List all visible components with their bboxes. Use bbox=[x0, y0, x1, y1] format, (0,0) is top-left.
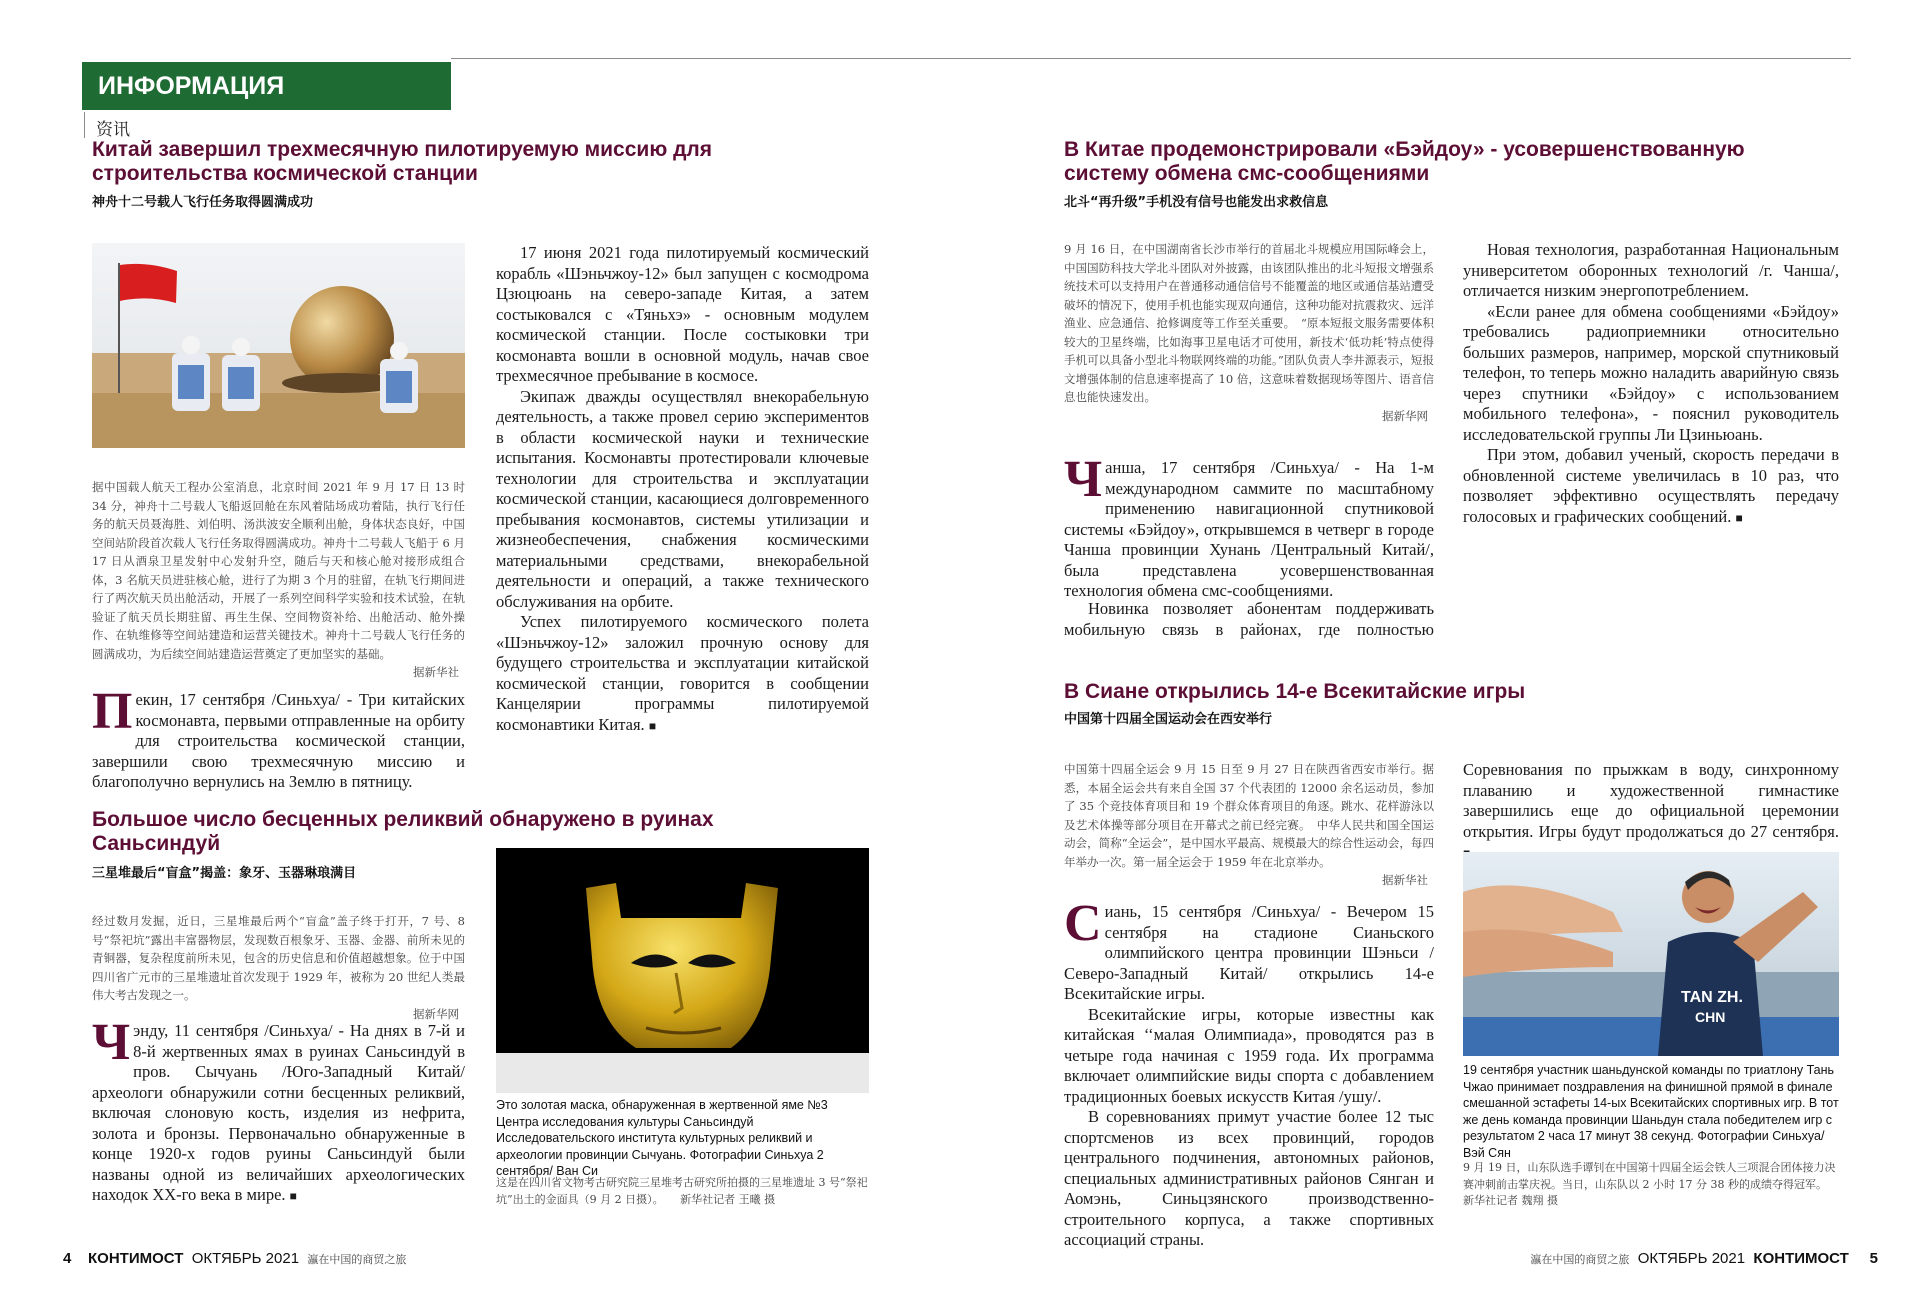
jersey-name: TAN ZH. bbox=[1681, 989, 1743, 1006]
article4-title: В Сиане открылись 14-е Всекитайские игры bbox=[1064, 680, 1526, 703]
article3-cn-text: 9 月 16 日，在中国湖南省长沙市举行的首届北斗规模应用国际峰会上，中国国防科技大学北斗团队对外披露，由该团队推出的北斗短报文增强系统技术可以支持用户在普通移动通信信号不能覆盖的地区或通信基站遭受破坏的情况下，使用手机也能实现双向通信，这种功能对抗震救灾、远洋渔业、应急通信、抢修调度等工作至关重要。 “原本短报文服务需要体积较大的卫星终端，比如海事卫星电话才可使用，新技术‘低功耗’特点使得手机可以具备小型北斗物联网终端的功能。”团队负责人李井源表示，短报文增强体制的信息速率提高了 10 倍，这意味着数据现场等图片、语音信息也能快速发出。 据新华网 bbox=[1064, 240, 1434, 425]
article3-ru-col1: Чанша, 17 сентября /Синьхуа/ - На 1-м международном саммите по масштабному применению навигационной спутниковой системы «Бэйдоу», открывшемся в четверг в городе Чанша провинции Хунань /Центральный Китай/, была представлена усовершенствованная технология обмена смс-сообщениями. bbox=[1064, 451, 1434, 600]
dropcap: Ч bbox=[1064, 451, 1103, 508]
article1-ru-col2: 17 июня 2021 года пилотируемый космический корабль «Шэньчжоу-12» был запущен с космодрома Цзюцюань на северо-западе Китая, а затем состыковался с «Тяньхэ» - основным модулем космической станции. После состыковки три космонавта вошли в основной модуль, начав свое трехмесячное пребывание в космосе. Экипаж дважды осуществлял внекорабельную деятельность, а также провел серию экспериментов в области космической науки и технические испытания. Космонавты протестировали ключевые технологии для строительства и эксплуатации космической станции, касающиеся долговременного пребывания космонавтов, системы утилизации и жизнеобеспечения, снабжения космическими материальными средствами, внекорабельной деятельности и операций, а также технического обслуживания на орбите. Успех пилотируемого космического полета «Шэньчжоу-12» заложил прочную основу для будущего строительства и эксплуатации китайской космической станции, говорится в сообщении Канцелярии программы пилотируемой космонавтики Китая. ■ bbox=[496, 243, 869, 734]
article4-cn-text: 中国第十四届全运会 9 月 15 日至 9 月 27 日在陕西省西安市举行。据悉，本届全运会共有来自全国 37 个代表团的 12000 余名运动员，参加了 35 个竞技体育项目和 19 个群众体育项目的角逐。跳水、花样游泳以及艺术体操等部分项目在开幕式之前已经完赛。 中华人民共和国全国运动会，简称“全运会”，是中国水平最高、规模最大的综合性运动会，每四年举办一次。第一届全运会于 1959 年在北京举办。 据新华社 bbox=[1064, 760, 1434, 890]
dropcap: С bbox=[1064, 895, 1102, 952]
article1-title: Китай завершил трехмесячную пилотируемую миссию для строительства космической станции bbox=[92, 138, 713, 185]
article4-cn-caption: 9 月 19 日，山东队选手谭钊在中国第十四届全运会铁人三项混合团体接力决赛冲刺前击掌庆祝。当日，山东队以 2 小时 17 分 38 秒的成绩夺得冠军。 新华社记者 魏翔 摄 bbox=[1463, 1161, 1844, 1207]
article3-title: В Китае продемонстрировали «Бэйдоу» - усовершенствованную систему обмена смс-сообщениями bbox=[1064, 138, 1745, 185]
end-mark: ■ bbox=[289, 1189, 297, 1203]
page-number-left: 4 bbox=[63, 1250, 72, 1267]
article1-cn-text: 据中国载人航天工程办公室消息，北京时间 2021 年 9 月 17 日 13 时 34 分，神舟十二号载人飞船返回舱在东风着陆场成功着陆，执行飞行任务的航天员聂海胜、刘伯明、汤洪波安全顺利出舱，身体状态良好，中国空间站阶段首次载人飞行任务取得圆满成功。神舟十二号载人飞船于 6 月 17 日从酒泉卫星发射中心发射升空，随后与天和核心舱对接形成组合体，3 名航天员进驻核心舱，进行了为期 3 个月的驻留，在轨飞行期间进行了两次航天员出舱活动，开展了一系列空间科学实验和技术试验，在轨验证了航天员长期驻留、再生生保、空间物资补给、出舱活动、舱外操作、在轨维修等空间站建造和运营关键技术。神舟十二号载人飞行任务的圆满成功，为后续空间站建造运营奠定了更加坚实的基础。 据新华社 bbox=[92, 478, 465, 682]
footer-cn-right: 瀛在中国的商贸之旅 bbox=[1530, 1253, 1630, 1266]
page-number-right: 5 bbox=[1869, 1250, 1878, 1267]
end-mark: ■ bbox=[648, 718, 657, 733]
section-title-bar: ИНФОРМАЦИЯ bbox=[82, 62, 451, 110]
dropcap: П bbox=[92, 683, 133, 740]
article3-ru-col1-cont: Новинка позволяет абонентам поддерживать мобильную связь в районах, где полностью bbox=[1064, 599, 1434, 639]
footer-date-right: ОКТЯБРЬ 2021 bbox=[1637, 1250, 1746, 1267]
section-divider bbox=[84, 112, 85, 138]
article3-subtitle: 北斗“再升级”手机没有信号也能发出求救信息 bbox=[1064, 195, 1329, 210]
footer-right bbox=[1530, 1250, 1878, 1267]
section-title-cn: 资讯 bbox=[96, 120, 130, 140]
article2-ru-text: Чэнду, 11 сентября /Синьхуа/ - На днях в 7-й и 8-й жертвенных ямах в руинах Саньсиндуй в пров. Сычуань /Юго-Западный Китай/ археологи обнаружили сотни бесценных реликвий, включая слоновую кость, изделия из нефрита, золота и бронзы. Первоначально обнаруженные в конце 1920-х годов руины Саньсиндуй были названы одной из величайших археологических находок XX-го века в мире. ■ bbox=[92, 1014, 465, 1204]
footer-date-left: ОКТЯБРЬ 2021 bbox=[191, 1250, 300, 1267]
header-spacer bbox=[82, 0, 451, 62]
article2-cn-caption: 这是在四川省文物考古研究院三星堆考古研究所拍摄的三星堆遗址 3 号“祭祀坑”出土的金面具（9 月 2 日摄）。 新华社记者 王曦 摄 bbox=[496, 1176, 868, 1206]
article3-ru-col2: Новая технология, разработанная Национальным университетом оборонных технологий /г. Чанша/, отличается низким энергопотреблением. «Если ранее для обмена сообщениями «Бэйдоу» требовались радиоприемники относительно больших размеров, например, морской спутниковый телефон, то теперь можно наладить аварийную связь через спутники «Бэйдоу» с использованием мобильного телефона», - пояснил руководитель исследовательской группы Ли Цзиньюань. При этом, добавил ученый, скорость передачи в обновленной системе увеличилась в 10 раз, что позволяет эффективно осуществлять передачу голосовых и графических сообщений. ■ bbox=[1463, 240, 1839, 526]
article2-cn-source: 据新华网 bbox=[413, 1006, 459, 1021]
article4-subtitle: 中国第十四届全国运动会在西安举行 bbox=[1064, 712, 1273, 727]
dropcap: Ч bbox=[92, 1014, 131, 1071]
article2-cn-text: 经过数月发掘，近日，三星堆最后两个“盲盒”盖子终于打开，7 号、8 号“祭祀坑”露出丰富器物层，发现数百根象牙、玉器、金器、前所未见的青铜器，复杂程度前所未见，包含的历史信息和价值超越想象。位于中国四川省广元市的三星堆遗址首次发现于 1929 年，被称为 20 世纪人类最伟大考古发现之一。 据新华网 bbox=[92, 912, 465, 1023]
gold-mask-photo bbox=[496, 848, 869, 1093]
footer-cn-left: 瀛在中国的商贸之旅 bbox=[307, 1253, 407, 1266]
triathlon-athlete-photo bbox=[1463, 852, 1839, 1056]
article2-subtitle: 三星堆最后“盲盒”揭盖：象牙、玉器琳琅满目 bbox=[92, 866, 357, 881]
article1-cn-source: 据新华社 bbox=[413, 665, 459, 679]
astronauts-capsule-photo bbox=[92, 243, 465, 448]
article1-subtitle: 神舟十二号载人飞行任务取得圆满成功 bbox=[92, 195, 314, 210]
article4-caption: 19 сентября участник шаньдунской команды по триатлону Тань Чжао принимает поздравления на финишной прямой в финале смешанной эстафеты 14-ых Всекитайских спортивных игр. В тот же день команда провинции Шаньдун стала победителем игр с результатом 2 часа 17 минут 38 секунд. Фотографии Синьхуа/ Вэй Сян bbox=[1463, 1063, 1839, 1160]
article4-cn-source: 据新华社 bbox=[1382, 873, 1428, 887]
article2-title: Большое число бесценных реликвий обнаружено в руинах Саньсиндуй bbox=[92, 808, 714, 855]
footer-left bbox=[63, 1250, 406, 1267]
article1-ru-col1: Пекин, 17 сентября /Синьхуа/ - Три китайских космонавта, первыми отправленные на орбиту для строительства космической станции, завершили свою трехмесячную миссию и благополучно вернулись на Землю в пятницу. bbox=[92, 683, 465, 791]
article2-caption: Это золотая маска, обнаруженная в жертвенной яме №3 Центра исследования культуры Саньсиндуй Исследовательского института культурных реликвий и археологии провинции Сычуань. Фотографии Синьхуа 2 сентября/ Ван Си bbox=[496, 1098, 828, 1178]
article4-ru-col1: Сиань, 15 сентября /Синьхуа/ - Вечером 15 сентября на стадионе Сианьского олимпийского центра провинции Шэньси /Северо-Западный Китай/ открылись 14-е Всекитайские игры. Всекитайские игры, которые известны как китайская ‘‘малая Олимпиада», проводятся раз в четыре года начиная с 1959 года. Их программа включает олимпийские виды спорта с добавлением традиционных боевых искусств Китая /ушу/. В соревнованиях примут участие более 12 тыс спортсменов из всех провинций, городов центрального подчинения, автономных районов, специальных административных районов Сянган и Аомэнь, Синьцзянского производственно-строительного корпуса, а также спортивных ассоциаций страны. bbox=[1064, 895, 1434, 1249]
article4-ru-col2: Соревнования по прыжкам в воду, синхронному плаванию и художественной гимнастике завершились еще до официальной церемонии открытия. Игры будут продолжаться до 27 сентября. bbox=[1463, 760, 1839, 864]
footer-brand-left: КОНТИМОСТ bbox=[88, 1250, 184, 1267]
top-rule bbox=[451, 58, 1851, 59]
jersey-country: CHN bbox=[1695, 1009, 1726, 1025]
article3-cn-source: 据新华网 bbox=[1382, 408, 1428, 423]
footer-brand-right: КОНТИМОСТ bbox=[1753, 1250, 1849, 1267]
end-mark: ■ bbox=[1735, 510, 1743, 525]
